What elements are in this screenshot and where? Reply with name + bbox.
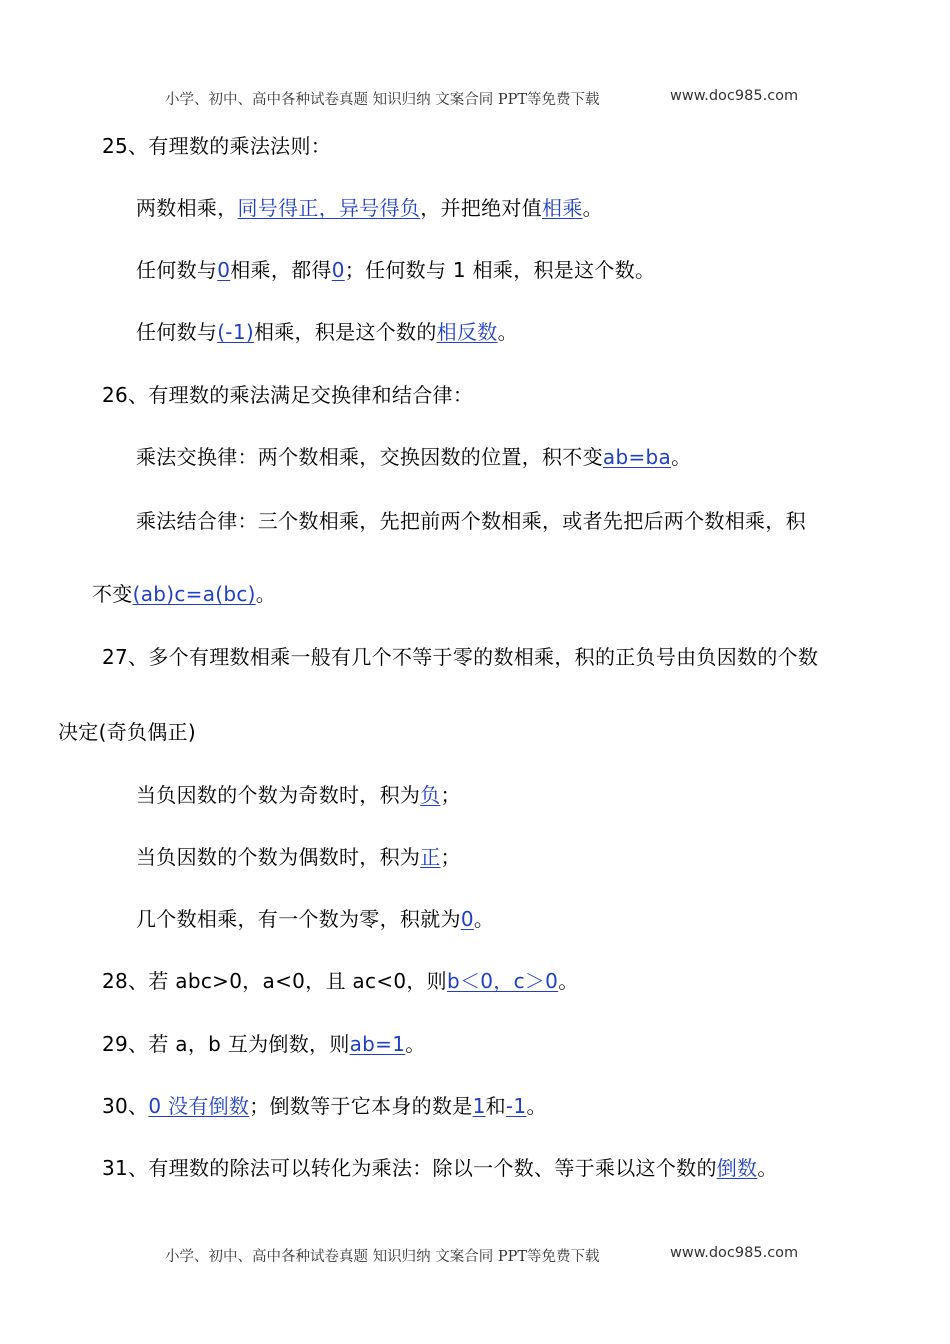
header-url[interactable]: www.doc985.com xyxy=(670,88,799,104)
item-25-rule-3: 任何数与(-1)相乘，积是这个数的相反数。 xyxy=(136,320,518,344)
item-29: 29、若 a，b 互为倒数，则ab=1。 xyxy=(102,1032,426,1056)
answer-blank: 相乘 xyxy=(542,196,583,220)
answer-blank: 0 xyxy=(460,907,474,931)
item-27-title: 27、多个有理数相乘一般有几个不等于零的数相乘，积的正负号由负因数的个数 xyxy=(102,645,819,669)
answer-blank: (ab)c=a(bc) xyxy=(132,582,256,606)
answer-blank: 负 xyxy=(420,783,441,807)
item-28: 28、若 abc>0，a<0，且 ac<0，则b＜0，c＞0。 xyxy=(102,969,579,993)
answer-blank: 同号得正，异号得负 xyxy=(237,196,421,220)
answer-blank: ab=ba xyxy=(602,445,672,469)
item-27-zero: 几个数相乘，有一个数为零，积就为0。 xyxy=(136,907,495,931)
answer-blank: b＜0，c＞0 xyxy=(446,969,559,993)
item-26-associative-cont: 不变(ab)c=a(bc)。 xyxy=(92,582,277,606)
answer-blank: 0 xyxy=(331,258,345,282)
answer-blank: 倒数 xyxy=(716,1156,758,1180)
item-25-title: 25、有理数的乘法法则： xyxy=(102,134,332,158)
answer-blank: 1 xyxy=(472,1094,486,1118)
answer-blank: 0 没有倒数 xyxy=(148,1094,250,1118)
item-27-even: 当负因数的个数为偶数时，积为正； xyxy=(136,845,461,869)
item-26-title: 26、有理数的乘法满足交换律和结合律： xyxy=(102,383,474,407)
answer-blank: 相反数 xyxy=(436,320,498,344)
header-text: 小学、初中、高中各种试卷真题 知识归纳 文案合同 PPT等免费下载 xyxy=(165,92,600,108)
item-25-rule-1: 两数相乘，同号得正，异号得负，并把绝对值相乘。 xyxy=(136,196,603,220)
footer-text: 小学、初中、高中各种试卷真题 知识归纳 文案合同 PPT等免费下载 xyxy=(165,1249,600,1265)
item-27-title-cont: 决定(奇负偶正) xyxy=(58,720,197,744)
answer-blank: 0 xyxy=(217,258,231,282)
item-27-odd: 当负因数的个数为奇数时，积为负； xyxy=(136,783,461,807)
item-26-commutative: 乘法交换律：两个数相乘，交换因数的位置，积不变ab=ba。 xyxy=(136,445,692,469)
item-31: 31、有理数的除法可以转化为乘法：除以一个数、等于乘以这个数的倒数。 xyxy=(102,1156,778,1180)
footer-url[interactable]: www.doc985.com xyxy=(670,1245,799,1261)
answer-blank: ab=1 xyxy=(349,1032,406,1056)
item-26-associative: 乘法结合律：三个数相乘，先把前两个数相乘，或者先把后两个数相乘，积 xyxy=(136,509,806,533)
item-25-rule-2: 任何数与0相乘，都得0；任何数与 1 相乘，积是这个数。 xyxy=(136,258,656,282)
item-30: 30、0 没有倒数；倒数等于它本身的数是1和-1。 xyxy=(102,1094,547,1118)
answer-blank: -1 xyxy=(505,1094,527,1118)
answer-blank: (-1) xyxy=(217,320,254,344)
answer-blank: 正 xyxy=(420,845,441,869)
